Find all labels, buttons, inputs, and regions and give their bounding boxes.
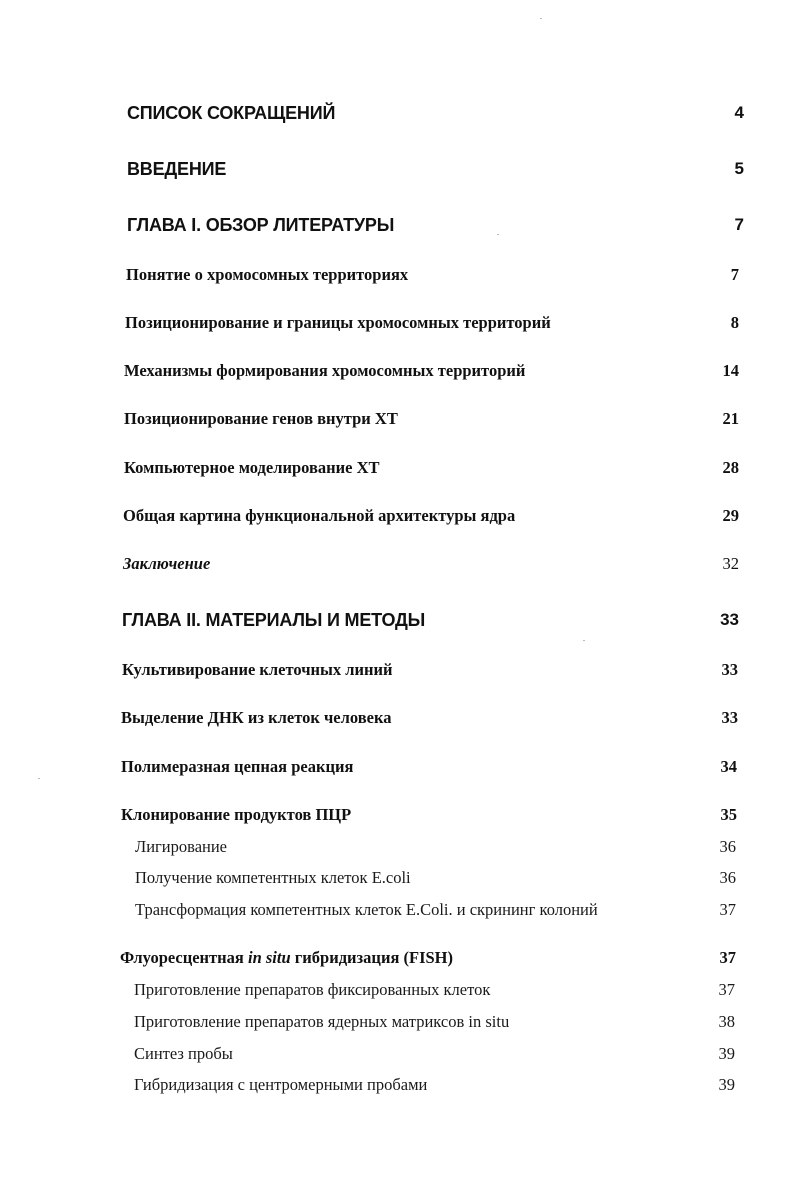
toc-entry-title: Культивирование клеточных линий: [122, 660, 393, 679]
toc-entry: [0, 309, 792, 337]
scan-speck: [38, 778, 40, 779]
toc-entry: [0, 1071, 792, 1099]
toc-entry: [0, 864, 792, 892]
toc-entry-page: 38: [718, 1012, 735, 1031]
toc-entry: [0, 896, 792, 924]
toc-entry-title: ВВЕДЕНИЕ: [127, 159, 227, 179]
toc-entry: [0, 550, 792, 578]
toc-entry-title: Позиционирование генов внутри ХТ: [124, 409, 398, 428]
toc-entry-page: 33: [720, 610, 739, 629]
toc-entry-page: 21: [722, 409, 739, 428]
toc-entry-page: 28: [722, 458, 739, 477]
toc-entry-title: СПИСОК СОКРАЩЕНИЙ: [127, 103, 336, 123]
toc-entry: [0, 833, 792, 861]
toc-entry-page: 39: [718, 1075, 735, 1094]
toc-entry: [0, 155, 792, 183]
toc-entry: [0, 801, 792, 829]
toc-entry: [0, 211, 792, 239]
toc-entry-title: [120, 944, 453, 972]
toc-entry-title: Приготовление препаратов ядерных матриксов in situ: [134, 1012, 510, 1031]
toc-entry: [0, 99, 792, 127]
toc-entry-title: Полимеразная цепная реакция: [121, 757, 354, 776]
toc-entry-title: Получение компетентных клеток E.coli: [135, 868, 411, 887]
toc-entry-page: 29: [722, 506, 739, 525]
toc-entry-title: Компьютерное моделирование ХТ: [124, 458, 380, 477]
toc-entry-page: 34: [720, 757, 737, 776]
toc-entry-page: 36: [719, 868, 736, 887]
toc-entry: [0, 976, 792, 1004]
toc-entry-page: 4: [734, 103, 744, 122]
toc-entry-title: ГЛАВА I. ОБЗОР ЛИТЕРАТУРЫ: [127, 215, 395, 235]
toc-entry: [0, 261, 792, 289]
toc-entry-page: 36: [719, 837, 736, 856]
toc-entry-page: 37: [719, 948, 736, 967]
toc-entry-page: 39: [718, 1044, 735, 1063]
scan-speck: [497, 234, 499, 235]
toc-entry: [0, 1040, 792, 1068]
toc-entry-page: 33: [721, 708, 738, 727]
toc-entry-title: Синтез пробы: [134, 1044, 233, 1063]
toc-entry-page: 7: [734, 215, 744, 234]
toc-entry-title: Трансформация компетентных клеток E.Coli. и скрининг колоний: [135, 900, 598, 919]
toc-entry: [0, 656, 792, 684]
toc-entry-title: Заключение: [123, 554, 211, 573]
scan-speck: [583, 640, 585, 641]
toc-entry: [0, 502, 792, 530]
toc-entry-title: Механизмы формирования хромосомных территорий: [124, 361, 526, 380]
toc-entry-page: 5: [734, 159, 744, 178]
toc-entry: [0, 944, 792, 972]
toc-entry: [0, 405, 792, 433]
toc-entry-title-part: Флуоресцентная: [120, 948, 248, 967]
toc-entry-page: 32: [722, 554, 739, 573]
toc-entry-title: Приготовление препаратов фиксированных клеток: [134, 980, 491, 999]
toc-entry: [0, 357, 792, 385]
toc-entry-title-part: гибридизация (FISH): [290, 948, 453, 967]
toc-entry-page: 7: [730, 265, 739, 284]
toc-entry-title: Выделение ДНК из клеток человека: [121, 708, 392, 727]
toc-entry-title: Позиционирование и границы хромосомных территорий: [125, 313, 551, 332]
toc-entry: [0, 1008, 792, 1036]
toc-entry-title: Гибридизация с центромерными пробами: [134, 1075, 428, 1094]
toc-entry-title: ГЛАВА II. МАТЕРИАЛЫ И МЕТОДЫ: [122, 610, 426, 630]
toc-entry-page: 33: [721, 660, 738, 679]
toc-entry-title-emphasis: in situ: [247, 948, 291, 967]
toc-entry: [0, 606, 792, 634]
toc-entry: [0, 704, 792, 732]
toc-entry-title: Клонирование продуктов ПЦР: [121, 805, 352, 824]
toc-entry-page: 37: [718, 980, 735, 999]
toc-entry-title: Понятие о хромосомных территориях: [126, 265, 409, 284]
scan-speck: [540, 18, 542, 19]
toc-entry-page: 37: [719, 900, 736, 919]
toc-entry-page: 35: [720, 805, 737, 824]
toc-entry-page: 14: [722, 361, 739, 380]
toc-entry: [0, 454, 792, 482]
toc-entry-page: 8: [730, 313, 739, 332]
toc-entry: [0, 753, 792, 781]
toc-entry-title: Общая картина функциональной архитектуры ядра: [123, 506, 516, 525]
toc-entry-title: Лигирование: [135, 837, 227, 856]
